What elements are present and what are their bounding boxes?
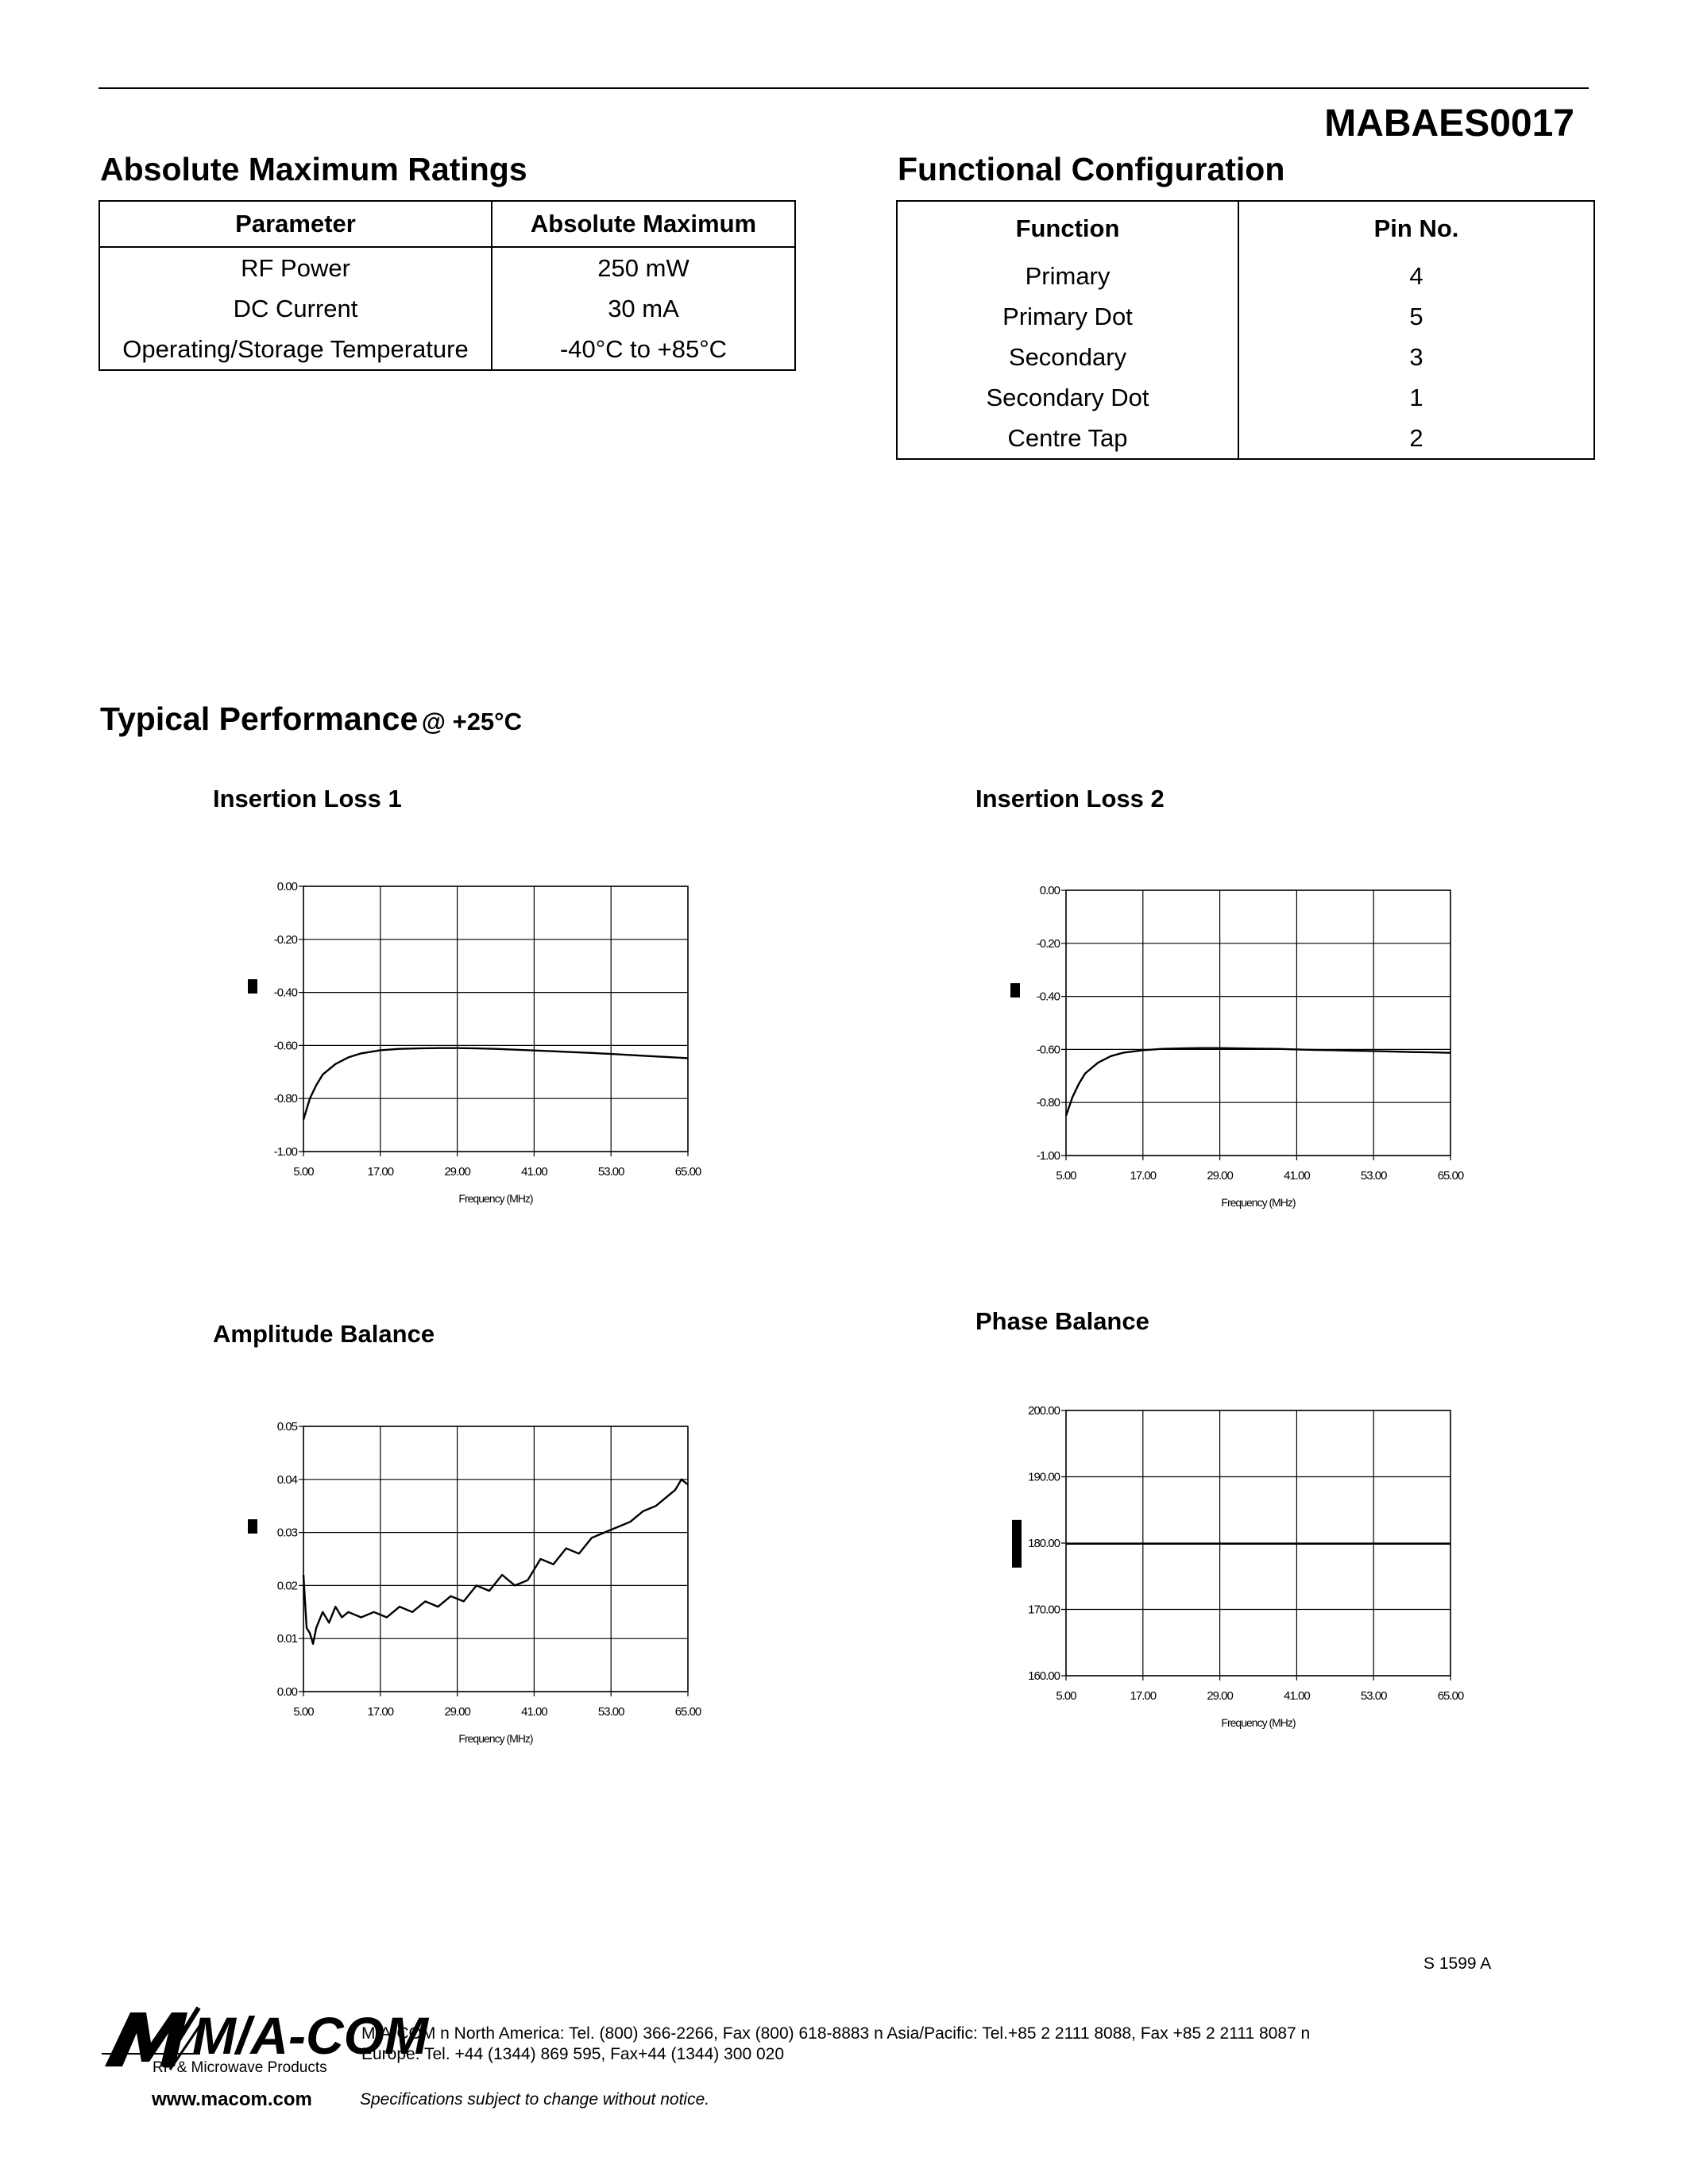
table-cell: RF Power xyxy=(99,247,492,288)
x-tick-label: 41.00 xyxy=(521,1705,547,1719)
x-tick-label: 5.00 xyxy=(293,1705,314,1719)
macom-logo-subtitle: RF & Microwave Products xyxy=(153,2059,327,2076)
y-tick-label: 170.00 xyxy=(1028,1603,1060,1617)
y-tick-label: -0.80 xyxy=(273,1092,297,1106)
x-tick-label: 65.00 xyxy=(1437,1689,1464,1703)
performance-heading xyxy=(100,700,522,738)
y-axis-label-marker xyxy=(1012,1520,1022,1568)
x-tick-label: 17.00 xyxy=(367,1705,394,1719)
table-cell: Primary Dot xyxy=(897,296,1238,337)
x-tick-label: 5.00 xyxy=(1056,1689,1076,1703)
x-tick-label: 53.00 xyxy=(597,1705,624,1719)
table-row xyxy=(99,329,795,370)
y-tick-label: 160.00 xyxy=(1028,1669,1060,1683)
series-line xyxy=(1066,1048,1450,1116)
table-cell: Operating/Storage Temperature xyxy=(99,329,492,370)
phase-balance-chart xyxy=(1001,1390,1493,1739)
x-tick-label: 65.00 xyxy=(674,1165,701,1179)
y-tick-label: 0.03 xyxy=(276,1526,297,1540)
amplitude-balance-chart xyxy=(238,1406,731,1755)
x-tick-label: 29.00 xyxy=(1207,1689,1233,1703)
table-row xyxy=(897,418,1594,459)
table-cell: -40°C to +85°C xyxy=(559,334,728,363)
table-cell: 1 xyxy=(1409,383,1423,411)
series-line xyxy=(303,1480,688,1644)
footer-disclaimer: Specifications subject to change without notice. xyxy=(360,2090,710,2109)
chart-title-amplitude-balance: Amplitude Balance xyxy=(213,1320,435,1348)
table-cell: 4 xyxy=(1409,261,1423,290)
chart-title-insertion-loss-1: Insertion Loss 1 xyxy=(213,785,402,812)
table-cell: 5 xyxy=(1409,302,1423,330)
part-number: MABAES0017 xyxy=(1324,102,1574,145)
plot-frame xyxy=(303,1426,688,1692)
x-tick-label: 53.00 xyxy=(597,1165,624,1179)
y-tick-label: 0.00 xyxy=(276,880,297,893)
x-tick-label: 29.00 xyxy=(444,1705,470,1719)
table-cell: Secondary Dot xyxy=(897,377,1238,418)
y-tick-label: -0.40 xyxy=(1036,990,1060,1004)
macom-logo xyxy=(98,2001,428,2076)
x-tick-label: 5.00 xyxy=(293,1165,314,1179)
y-axis-label-marker xyxy=(248,1519,257,1534)
table-row xyxy=(99,247,795,288)
x-tick-label: 17.00 xyxy=(367,1165,394,1179)
y-tick-label: 0.04 xyxy=(276,1472,297,1487)
col-header: Pin No. xyxy=(1373,214,1459,242)
performance-title: Typical Performance xyxy=(100,700,419,737)
plot-frame xyxy=(303,886,688,1152)
macom-logo-text: M/A-COM xyxy=(192,2006,428,2065)
footer-address xyxy=(361,2024,1310,2065)
document-number: S 1599 A xyxy=(1423,1954,1492,1973)
x-axis-label: Frequency (MHz) xyxy=(1221,1716,1296,1729)
y-axis-label-marker xyxy=(248,979,257,994)
table-cell: Primary xyxy=(897,256,1238,296)
col-header: Parameter xyxy=(99,201,492,247)
footer-website-link[interactable]: www.macom.com xyxy=(152,2089,312,2110)
y-tick-label: 200.00 xyxy=(1028,1404,1060,1418)
table-cell: 30 mA xyxy=(608,294,679,322)
top-rule xyxy=(98,87,1589,89)
table-row xyxy=(897,337,1594,377)
x-tick-label: 17.00 xyxy=(1130,1169,1157,1183)
table-header-row xyxy=(897,201,1594,256)
x-tick-label: 53.00 xyxy=(1360,1169,1387,1183)
y-tick-label: -0.60 xyxy=(273,1039,297,1053)
y-tick-label: -0.80 xyxy=(1036,1096,1060,1110)
y-tick-label: 0.02 xyxy=(276,1579,297,1593)
y-tick-label: 0.00 xyxy=(276,1685,297,1699)
x-tick-label: 41.00 xyxy=(1284,1169,1310,1183)
table-cell: Centre Tap xyxy=(897,418,1238,459)
table-cell: 250 mW xyxy=(597,253,689,282)
performance-condition: @ +25°C xyxy=(421,708,522,735)
x-tick-label: 53.00 xyxy=(1360,1689,1387,1703)
col-header: Absolute Maximum xyxy=(492,201,795,247)
chart-title-phase-balance: Phase Balance xyxy=(975,1307,1149,1335)
table-cell: DC Current xyxy=(99,288,492,329)
footer-address-line-2: Europe: Tel. +44 (1344) 869 595, Fax+44 (1344) 300 020 xyxy=(361,2045,785,2063)
func-config-title: Functional Configuration xyxy=(898,151,1285,187)
table-row xyxy=(897,256,1594,296)
footer-address-line-1: M/A-COM n North America: Tel. (800) 366-2266, Fax (800) 618-8883 n Asia/Pacific: Tel.+85 2 2111 8088, Fax +85 2 2111 8087 n xyxy=(361,2024,1311,2043)
x-tick-label: 65.00 xyxy=(674,1705,701,1719)
func-config-table xyxy=(896,200,1595,460)
table-row xyxy=(897,296,1594,337)
plot-frame xyxy=(1066,890,1450,1156)
table-row xyxy=(99,288,795,329)
y-tick-label: 0.01 xyxy=(276,1632,297,1646)
y-tick-label: -0.20 xyxy=(1036,936,1060,951)
y-tick-label: 0.05 xyxy=(276,1420,297,1433)
series-line xyxy=(303,1048,688,1120)
x-tick-label: 29.00 xyxy=(444,1165,470,1179)
x-axis-label: Frequency (MHz) xyxy=(458,1192,533,1205)
y-tick-label: -1.00 xyxy=(273,1145,297,1159)
x-tick-label: 65.00 xyxy=(1437,1169,1464,1183)
table-header-row xyxy=(99,201,795,247)
table-cell: 2 xyxy=(1409,423,1423,452)
y-tick-label: 180.00 xyxy=(1028,1537,1060,1550)
y-axis-label-marker xyxy=(1010,983,1020,997)
x-tick-label: 5.00 xyxy=(1056,1169,1076,1183)
abs-max-table xyxy=(98,200,796,371)
y-tick-label: -0.20 xyxy=(273,932,297,947)
x-tick-label: 41.00 xyxy=(521,1165,547,1179)
chart-title-insertion-loss-2: Insertion Loss 2 xyxy=(975,785,1165,812)
x-axis-label: Frequency (MHz) xyxy=(458,1732,533,1745)
y-tick-label: -1.00 xyxy=(1036,1149,1060,1163)
y-tick-label: 0.00 xyxy=(1039,884,1060,897)
x-tick-label: 41.00 xyxy=(1284,1689,1310,1703)
table-cell: Secondary xyxy=(897,337,1238,377)
x-tick-label: 17.00 xyxy=(1130,1689,1157,1703)
col-header: Function xyxy=(897,201,1238,256)
insertion-loss-2-chart xyxy=(1001,870,1493,1219)
macom-logo-graphic xyxy=(98,2001,428,2076)
x-tick-label: 29.00 xyxy=(1207,1169,1233,1183)
y-tick-label: 190.00 xyxy=(1028,1470,1060,1484)
y-tick-label: -0.60 xyxy=(1036,1043,1060,1057)
table-row xyxy=(897,377,1594,418)
abs-max-title: Absolute Maximum Ratings xyxy=(100,151,527,187)
y-tick-label: -0.40 xyxy=(273,986,297,1000)
table-cell: 3 xyxy=(1409,342,1423,371)
x-axis-label: Frequency (MHz) xyxy=(1221,1196,1296,1209)
insertion-loss-1-chart xyxy=(238,866,731,1215)
